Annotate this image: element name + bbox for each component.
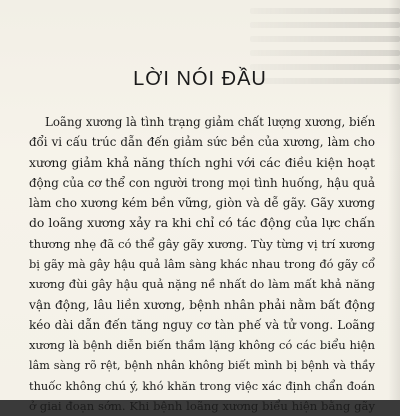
- page-title: LỜI NÓI ĐẦU: [133, 68, 267, 90]
- text-line: đổi vi cấu trúc dẫn đến giảm sức bền của xương, làm cho: [29, 135, 375, 150]
- text-line: xương là bệnh diễn biến thầm lặng không có các biểu hiện: [29, 338, 375, 353]
- text-line: thuốc không chú ý, khó khăn trong việc xác định chẩn đoán: [29, 378, 375, 393]
- text-line: thương nhẹ đã có thể gây gãy xương. Tùy từng vị trí xương: [29, 236, 375, 251]
- text-line: làm cho xương kém bền vững, giòn và dễ gãy. Gãy xương: [29, 196, 375, 211]
- text-line: vận động, lâu liền xương, bệnh nhân phải nằm bất động: [29, 297, 375, 312]
- text-line: lâm sàng rõ rệt, bệnh nhân không biết mình bị bệnh và thầy: [29, 358, 375, 372]
- text-line: xương giảm khả năng thích nghi với các điều kiện hoạt: [29, 154, 375, 170]
- ghost-line: [250, 8, 400, 14]
- text-line: Loãng xương là tình trạng giảm chất lượng xương, biến: [45, 115, 376, 129]
- text-line: động của cơ thể con người trong mọi tình huống, hậu quả: [29, 175, 375, 190]
- page-edge-shadow: [388, 0, 400, 400]
- text-line: xương đùi gây hậu quả nặng nề nhất do làm mất khả năng: [29, 277, 375, 292]
- text-line: ở giai đoạn sớm. Khi bệnh loãng xương biểu hiện bằng gãy: [29, 399, 375, 414]
- ghost-line: [250, 50, 400, 56]
- text-line: do loãng xương xảy ra khi chỉ có tác động của lực chấn: [29, 215, 375, 231]
- text-line: kéo dài dẫn đến tăng nguy cơ tàn phế và tử vong. Loãng: [29, 317, 375, 332]
- ghost-line: [250, 36, 400, 42]
- preface-paragraph: [29, 112, 375, 416]
- text-line: bị gãy mà gây hậu quả lâm sàng khác nhau trong đó gãy cổ: [29, 257, 375, 272]
- ghost-line: [250, 22, 400, 28]
